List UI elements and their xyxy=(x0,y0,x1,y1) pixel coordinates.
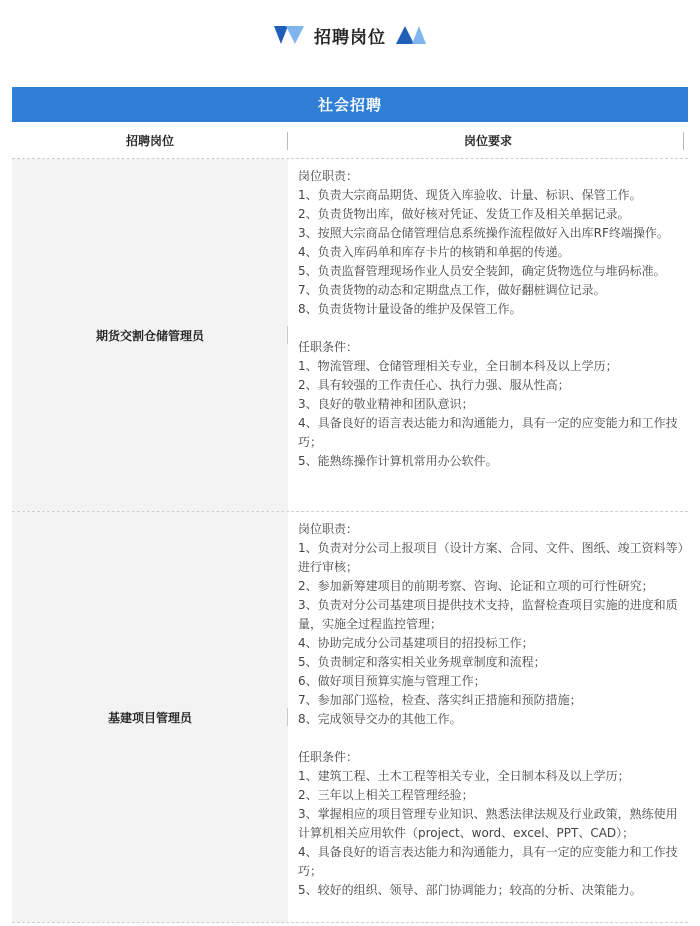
requirement-item: 2、具有较强的工作责任心、执行力强、服从性高； xyxy=(298,378,570,392)
duty-item: 4、负责入库码单和库存卡片的核销和单据的传递。 xyxy=(298,245,570,259)
section-banner: 社会招聘 xyxy=(12,87,688,122)
duty-item: 1、负责对分公司上报项目（设计方案、合同、文件、图纸、竣工资料等）进行审核； xyxy=(298,541,684,574)
requirement-item: 5、较好的组织、领导、部门协调能力；较高的分析、决策能力。 xyxy=(298,883,642,897)
duty-item: 3、按照大宗商品仓储管理信息系统操作流程做好入出库RF终端操作。 xyxy=(298,226,669,240)
requirement-item: 1、物流管理、仓储管理相关专业，全日制本科及以上学历； xyxy=(298,359,618,373)
column-divider xyxy=(287,708,288,726)
position-requirements xyxy=(288,512,688,922)
requirement-title: 任职条件： xyxy=(298,750,359,764)
table-bottom-border xyxy=(12,922,688,923)
duty-item: 7、负责货物的动态和定期盘点工作，做好翻桩调位记录。 xyxy=(298,283,606,297)
position-name: 基建项目管理员 xyxy=(12,512,288,922)
right-triangle-icon xyxy=(396,26,426,44)
requirement-item: 3、掌握相应的项目管理专业知识、熟悉法律法规及行业政策，熟练使用计算机相关应用软件（project、word、excel、PPT、CAD）； xyxy=(298,807,678,840)
position-name: 期货交割仓储管理员 xyxy=(12,159,288,511)
table-row xyxy=(12,511,688,922)
page-header xyxy=(0,22,700,48)
duty-item: 6、做好项目预算实施与管理工作； xyxy=(298,674,486,688)
column-header-position: 招聘岗位 xyxy=(125,133,174,148)
duty-item: 2、参加新筹建项目的前期考察、咨询、论证和立项的可行性研究； xyxy=(298,579,654,593)
requirement-item: 4、具备良好的语言表达能力和沟通能力，具有一定的应变能力和工作技巧； xyxy=(298,845,678,878)
column-divider xyxy=(287,326,288,344)
duty-item: 8、负责货物计量设备的维护及保管工作。 xyxy=(298,302,522,316)
table-row xyxy=(12,158,688,511)
requirement-item: 3、良好的敬业精神和团队意识； xyxy=(298,397,474,411)
duty-title: 岗位职责： xyxy=(298,522,359,536)
column-divider xyxy=(287,132,288,150)
recruitment-table xyxy=(12,87,688,923)
duty-title: 岗位职责： xyxy=(298,169,359,183)
requirement-item: 5、能熟练操作计算机常用办公软件。 xyxy=(298,454,498,468)
duty-item: 5、负责监督管理现场作业人员安全装卸，确定货物选位与堆码标准。 xyxy=(298,264,666,278)
duty-item: 8、完成领导交办的其他工作。 xyxy=(298,712,462,726)
left-triangle-icon xyxy=(274,26,304,44)
position-requirements xyxy=(288,159,688,511)
duty-item: 1、负责大宗商品期货、现货入库验收、计量、标识、保管工作。 xyxy=(298,188,642,202)
duty-item: 3、负责对分公司基建项目提供技术支持，监督检查项目实施的进度和质量，实施全过程监控管理； xyxy=(298,598,678,631)
requirement-item: 2、三年以上相关工程管理经验； xyxy=(298,788,474,802)
duty-item: 7、参加部门巡检，检查、落实纠正措施和预防措施； xyxy=(298,693,582,707)
requirement-title: 任职条件： xyxy=(298,340,359,354)
duty-item: 2、负责货物出库，做好核对凭证、发货工作及相关单据记录。 xyxy=(298,207,630,221)
duty-item: 4、协助完成分公司基建项目的招投标工作； xyxy=(298,636,534,650)
column-divider xyxy=(683,132,684,150)
duty-item: 5、负责制定和落实相关业务规章制度和流程； xyxy=(298,655,546,669)
table-header xyxy=(12,122,688,158)
column-header-requirements: 岗位要求 xyxy=(463,133,512,148)
requirement-item: 1、建筑工程、土木工程等相关专业，全日制本科及以上学历； xyxy=(298,769,630,783)
page-title: 招聘岗位 xyxy=(314,27,386,48)
requirement-item: 4、具备良好的语言表达能力和沟通能力，具有一定的应变能力和工作技巧； xyxy=(298,416,678,449)
